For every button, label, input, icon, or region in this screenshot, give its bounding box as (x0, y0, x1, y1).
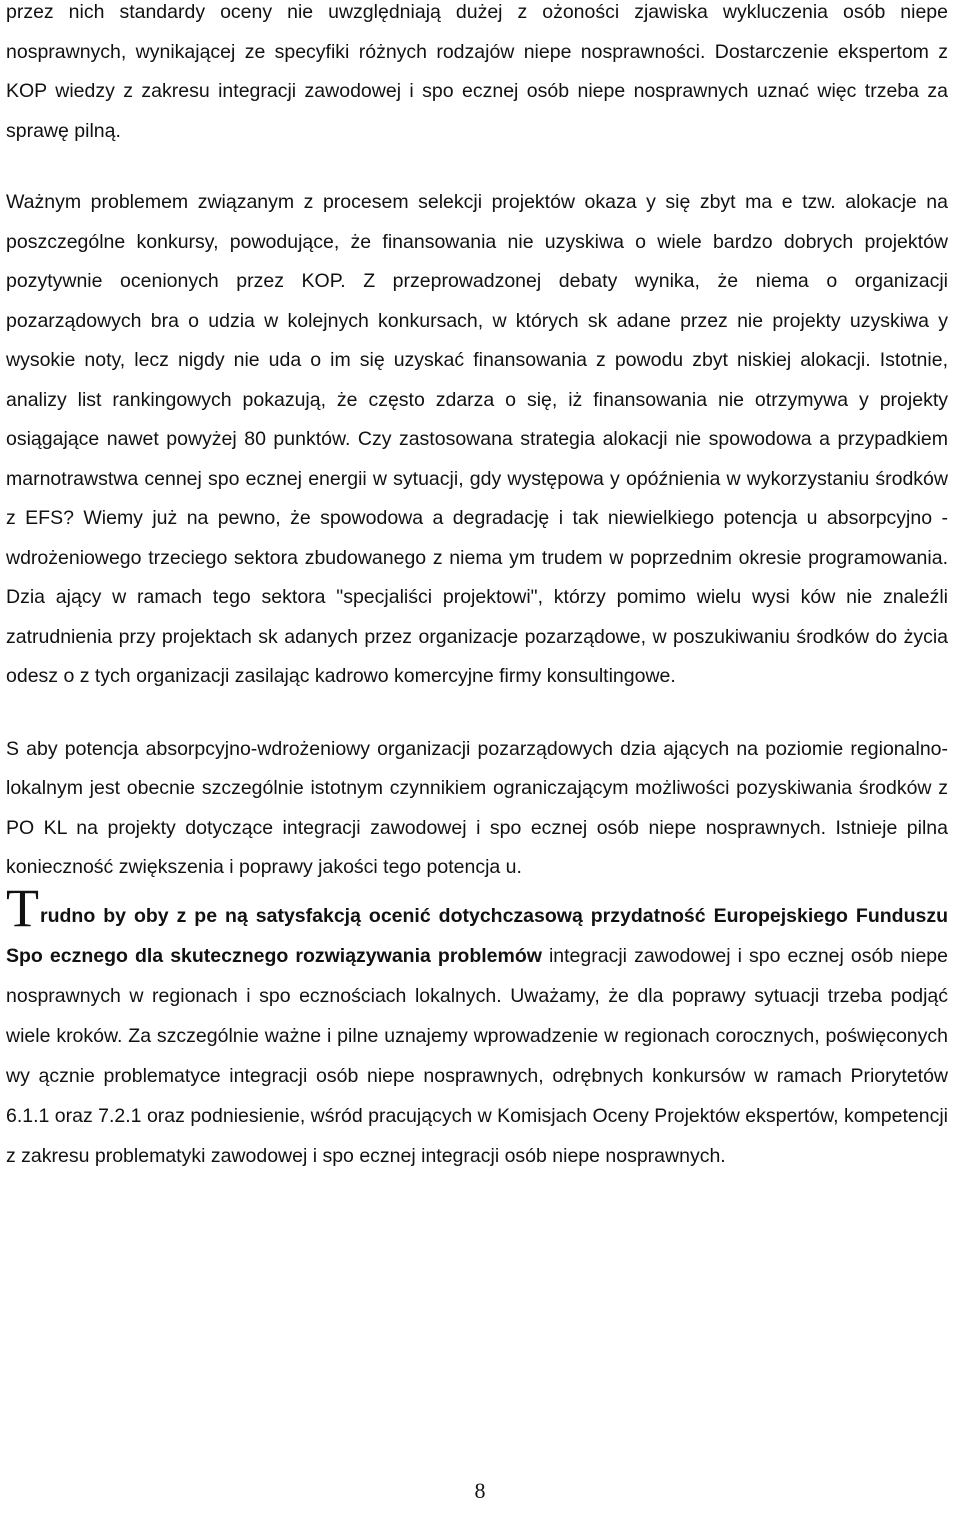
paragraph-experts-knowledge: przez nich standardy oceny nie uwzględniają dużej z ożoności zjawiska wykluczenia osób niepe nosprawnych, wynikającej ze specyfiki różnych rodzajów niepe nosprawności. Dostarczenie ekspertom z KOP wiedzy z zakresu integracji zawodowej i spo ecznej osób niepe nosprawnych uznać więc trzeba za sprawę pilną. (6, 1, 948, 142)
page-number: 8 (474, 1478, 486, 1503)
document-page (6, 0, 948, 1176)
conclusion-body: integracji zawodowej i spo ecznej osób niepe nosprawnych w regionach i spo ecznościach lokalnych. Uważamy, że dla poprawy sytuacji trzeba podjąć wiele kroków. Za szczególnie ważne i pilne uznajemy wprowadzenie w regionach corocznych, poświęconych wy ącznie problematyce integracji osób niepe nosprawnych, odrębnych konkursów w ramach Priorytetów 6.1.1 oraz 7.2.1 oraz podniesienie, wśród pracujących w Komisjach Oceny Projektów ekspertów, kompetencji z zakresu problematyki zawodowej i spo ecznej integracji osób niepe nosprawnych. (6, 944, 948, 1167)
conclusion-paragraph (6, 877, 948, 1176)
drop-cap-letter: T (6, 877, 39, 938)
paragraph-absorption-potential: S aby potencja absorpcyjno-wdrożeniowy organizacji pozarządowych dzia ających na poziomie regionalno-lokalnym jest obecnie szczególnie istotnym czynnikiem ograniczającym możliwości pozyskiwania środków z PO KL na projekty dotyczące integracji zawodowej i spo ecznej osób niepe nosprawnych. Istnieje pilna konieczność zwiększenia i poprawy jakości tego potencja u. (6, 737, 948, 878)
paragraph-allocation-problem: Ważnym problemem związanym z procesem selekcji projektów okaza y się zbyt ma e tzw. alokacje na poszczególne konkursy, powodujące, że finansowania nie uzyskiwa o wiele bardzo dobrych projektów pozytywnie ocenionych przez KOP. Z przeprowadzonej debaty wynika, że niema o organizacji pozarządowych bra o udzia w kolejnych konkursach, w których sk adane przez nie projekty uzyskiwa y wysokie noty, lecz nigdy nie uda o im się uzyskać finansowania z powodu zbyt niskiej alokacji. Istotnie, analizy list rankingowych pokazują, że często zdarza o się, iż finansowania nie otrzymywa y projekty osiągające nawet powyżej 80 punktów. Czy zastosowana strategia alokacji nie spowodowa a przypadkiem marnotrawstwa cennej spo ecznej energii w sytuacji, gdy występowa y opóźnienia w wykorzystaniu środków z EFS? Wiemy już na pewno, że spowodowa a degradację i tak niewielkiego potencja u absorpcyjno - wdrożeniowego trzeciego sektora zbudowanego z niema ym trudem w poprzednim okresie programowania. Dzia ający w ramach tego sektora "specjaliści projektowi", którzy pomimo wielu wysi ków nie znaleźli zatrudnienia przy projektach sk adanych przez organizacje pozarządowe, w poszukiwaniu środków do życia odesz o z tych organizacji zasilając kadrowo komercyjne firmy konsultingowe. (6, 191, 948, 687)
conclusion-bold-lead: rudno by oby z pe ną satysfakcją ocenić dotychczasową przydatność Europejskiego Funduszu Spo ecznego dla skutecznego rozwiązywania problemów (6, 904, 948, 967)
